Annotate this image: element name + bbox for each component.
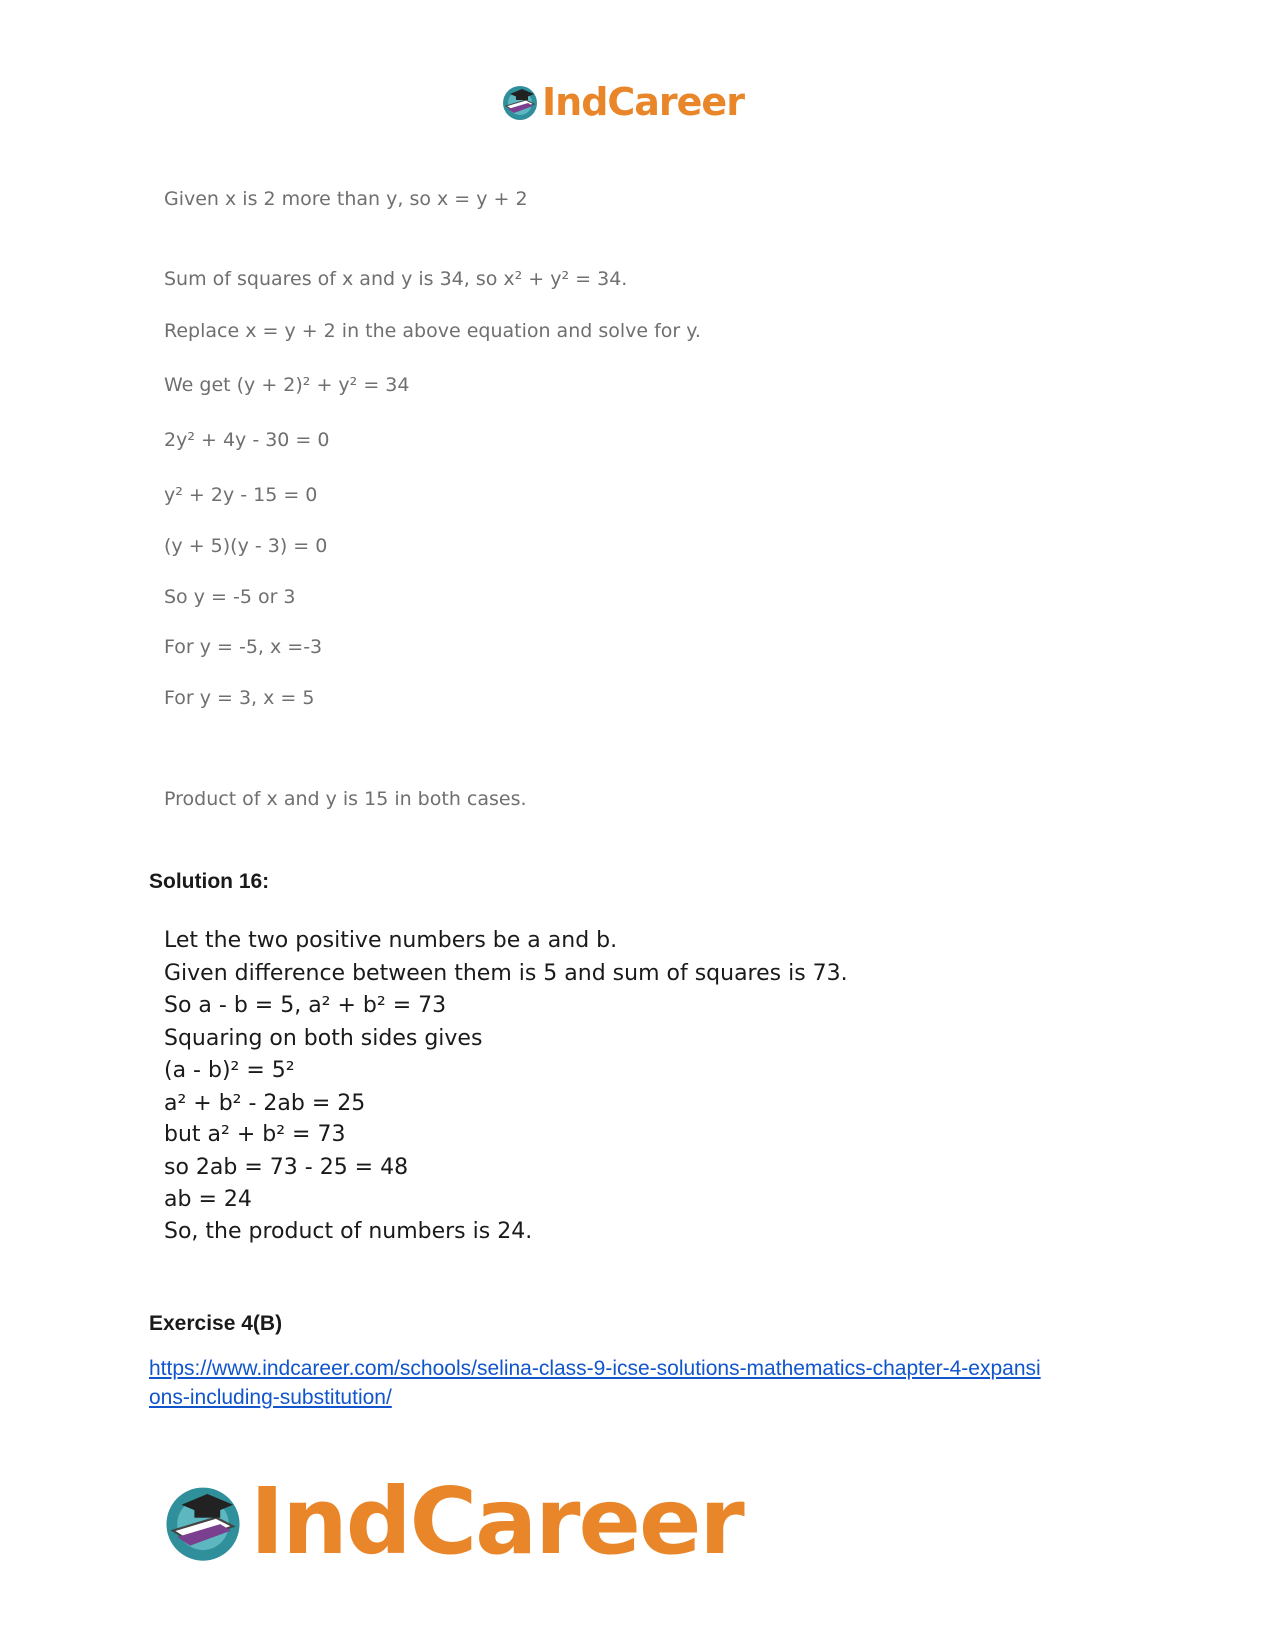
graduation-cap-book-icon bbox=[500, 82, 540, 122]
text-line: We get (y + 2)² + y² = 34 bbox=[164, 374, 410, 396]
logo-wordmark: IndCareer bbox=[542, 80, 744, 124]
text-line: Sum of squares of x and y is 34, so x² + y² = 34. bbox=[164, 268, 628, 290]
text-line: So y = -5 or 3 bbox=[164, 586, 296, 608]
exercise-link-line-2[interactable]: ons-including-substitution/ bbox=[149, 1386, 392, 1409]
text-line: Squaring on both sides gives bbox=[164, 1026, 483, 1051]
solution-heading: Solution 16: bbox=[149, 870, 270, 893]
text-line: Replace x = y + 2 in the above equation and solve for y. bbox=[164, 320, 701, 342]
text-line: So, the product of numbers is 24. bbox=[164, 1219, 533, 1244]
text-line: so 2ab = 73 - 25 = 48 bbox=[164, 1155, 409, 1180]
text-line: a² + b² - 2ab = 25 bbox=[164, 1091, 366, 1116]
footer-logo bbox=[160, 1468, 743, 1575]
text-line: (y + 5)(y - 3) = 0 bbox=[164, 535, 328, 557]
text-line: but a² + b² = 73 bbox=[164, 1122, 346, 1147]
text-line: (a - b)² = 5² bbox=[164, 1058, 295, 1083]
exercise-heading: Exercise 4(B) bbox=[149, 1312, 283, 1335]
text-line: y² + 2y - 15 = 0 bbox=[164, 484, 318, 506]
text-line: So a - b = 5, a² + b² = 73 bbox=[164, 993, 447, 1018]
text-line: For y = -5, x =-3 bbox=[164, 636, 323, 658]
text-line: ab = 24 bbox=[164, 1187, 252, 1212]
text-line: Given x is 2 more than y, so x = y + 2 bbox=[164, 188, 528, 210]
text-line: For y = 3, x = 5 bbox=[164, 687, 315, 709]
header-logo bbox=[500, 80, 744, 124]
text-line: Given difference between them is 5 and sum of squares is 73. bbox=[164, 961, 848, 986]
graduation-cap-book-icon bbox=[160, 1479, 246, 1565]
text-line: Product of x and y is 15 in both cases. bbox=[164, 788, 527, 810]
text-line: 2y² + 4y - 30 = 0 bbox=[164, 429, 330, 451]
text-line: Let the two positive numbers be a and b. bbox=[164, 928, 618, 953]
exercise-link-line-1[interactable]: https://www.indcareer.com/schools/selina-class-9-icse-solutions-mathematics-chapter-4-expansi bbox=[149, 1357, 1041, 1380]
logo-wordmark: IndCareer bbox=[250, 1468, 743, 1575]
